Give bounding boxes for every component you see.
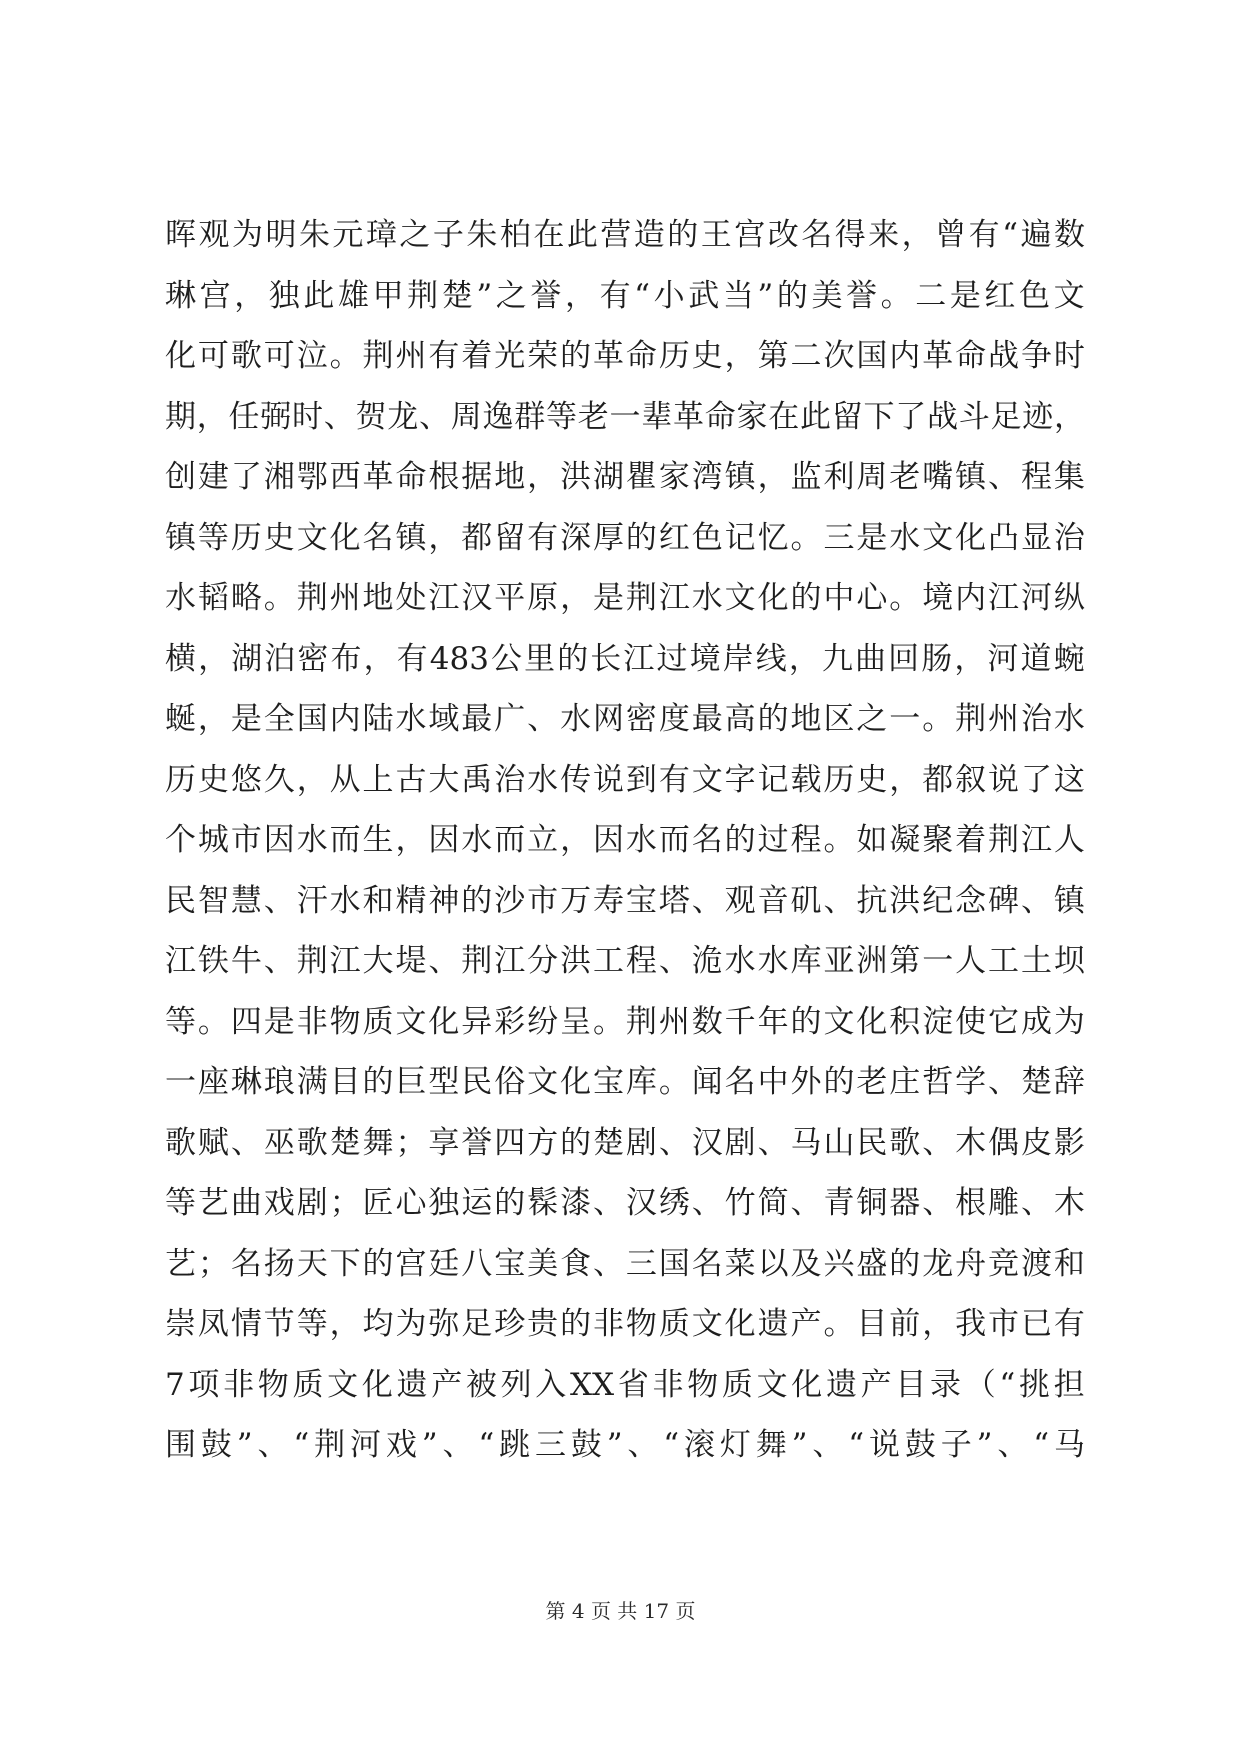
text-line: 7 项 非 物 质 文 化 遗 产 被 列 入 XX 省 非 物 质 文 化 遗 产 目 录 （ “ 挑 担 (165, 1366, 1085, 1403)
text-line: 等 。 四 是 非 物 质 文 化 异 彩 纷 呈 。 荆 州 数 千 年 的 文 化 积 淀 使 它 成 为 (165, 1003, 1085, 1040)
text-line: 歌 赋 、 巫 歌 楚 舞 ； 享 誉 四 方 的 楚 剧 、 汉 剧 、 马 山 民 歌 、 木 偶 皮 影 (165, 1124, 1085, 1161)
text-line: 镇 等 历 史 文 化 名 镇 ， 都 留 有 深 厚 的 红 色 记 忆 。 三 是 水 文 化 凸 显 治 (165, 519, 1085, 556)
text-line: 琳 宫 ， 独 此 雄 甲 荆 楚 ” 之 誉 ， 有 “ 小 武 当 ” 的 美 誉 。 二 是 红 色 文 (165, 277, 1085, 314)
text-line: 化 可 歌 可 泣 。 荆 州 有 着 光 荣 的 革 命 历 史 ， 第 二 次 国 内 革 命 战 争 时 (165, 338, 1085, 374)
text-line: 等 艺 曲 戏 剧 ； 匠 心 独 运 的 髹 漆 、 汉 绣 、 竹 简 、 青 铜 器 、 根 雕 、 木 (165, 1185, 1085, 1221)
document-body (165, 205, 1085, 1476)
text-line: 个 城 市 因 水 而 生 ， 因 水 而 立 ， 因 水 而 名 的 过 程 。 如 凝 聚 着 荆 江 人 (165, 822, 1085, 858)
text-line: 期 ， 任 弼 时 、 贺 龙 、 周 逸 群 等 老 一 辈 革 命 家 在 此 留 下 了 战 斗 足 迹 ， (165, 398, 1085, 435)
text-line: 民 智 慧 、 汗 水 和 精 神 的 沙 市 万 寿 宝 塔 、 观 音 矶 、 抗 洪 纪 念 碑 、 镇 (165, 882, 1085, 919)
text-line: 蜒 ， 是 全 国 内 陆 水 域 最 广 、 水 网 密 度 最 高 的 地 区 之 一 。 荆 州 治 水 (165, 701, 1085, 737)
text-line: 围 鼓 ” 、 “ 荆 河 戏 ” 、 “ 跳 三 鼓 ” 、 “ 滚 灯 舞 ” 、 “ 说 鼓 子 ” 、 “ 马 (165, 1427, 1085, 1463)
text-line: 艺 ； 名 扬 天 下 的 宫 廷 八 宝 美 食 、 三 国 名 菜 以 及 兴 盛 的 龙 舟 竞 渡 和 (165, 1245, 1085, 1282)
text-line: 崇 凤 情 节 等 ， 均 为 弥 足 珍 贵 的 非 物 质 文 化 遗 产 。 目 前 ， 我 市 已 有 (165, 1306, 1085, 1342)
page-number-footer: 第 4 页 共 17 页 (545, 1599, 696, 1623)
text-line: 江 铁 牛 、 荆 江 大 堤 、 荆 江 分 洪 工 程 、 洈 水 水 库 亚 洲 第 一 人 工 土 坝 (165, 943, 1085, 979)
text-line: 一 座 琳 琅 满 目 的 巨 型 民 俗 文 化 宝 库 。 闻 名 中 外 的 老 庄 哲 学 、 楚 辞 (165, 1064, 1085, 1100)
text-line: 创 建 了 湘 鄂 西 革 命 根 据 地 ， 洪 湖 瞿 家 湾 镇 ， 监 利 周 老 嘴 镇 、 程 集 (165, 459, 1085, 495)
text-line: 横 ， 湖 泊 密 布 ， 有 483 公 里 的 长 江 过 境 岸 线 ， 九 曲 回 肠 ， 河 道 蜿 (165, 640, 1085, 677)
text-line: 历 史 悠 久 ， 从 上 古 大 禹 治 水 传 说 到 有 文 字 记 载 历 史 ， 都 叙 说 了 这 (165, 761, 1085, 798)
text-line: 水 韬 略 。 荆 州 地 处 江 汉 平 原 ， 是 荆 江 水 文 化 的 中 心 。 境 内 江 河 纵 (165, 580, 1085, 616)
text-line: 晖 观 为 明 朱 元 璋 之 子 朱 柏 在 此 营 造 的 王 宫 改 名 得 来 ， 曾 有 “ 遍 数 (165, 217, 1085, 253)
